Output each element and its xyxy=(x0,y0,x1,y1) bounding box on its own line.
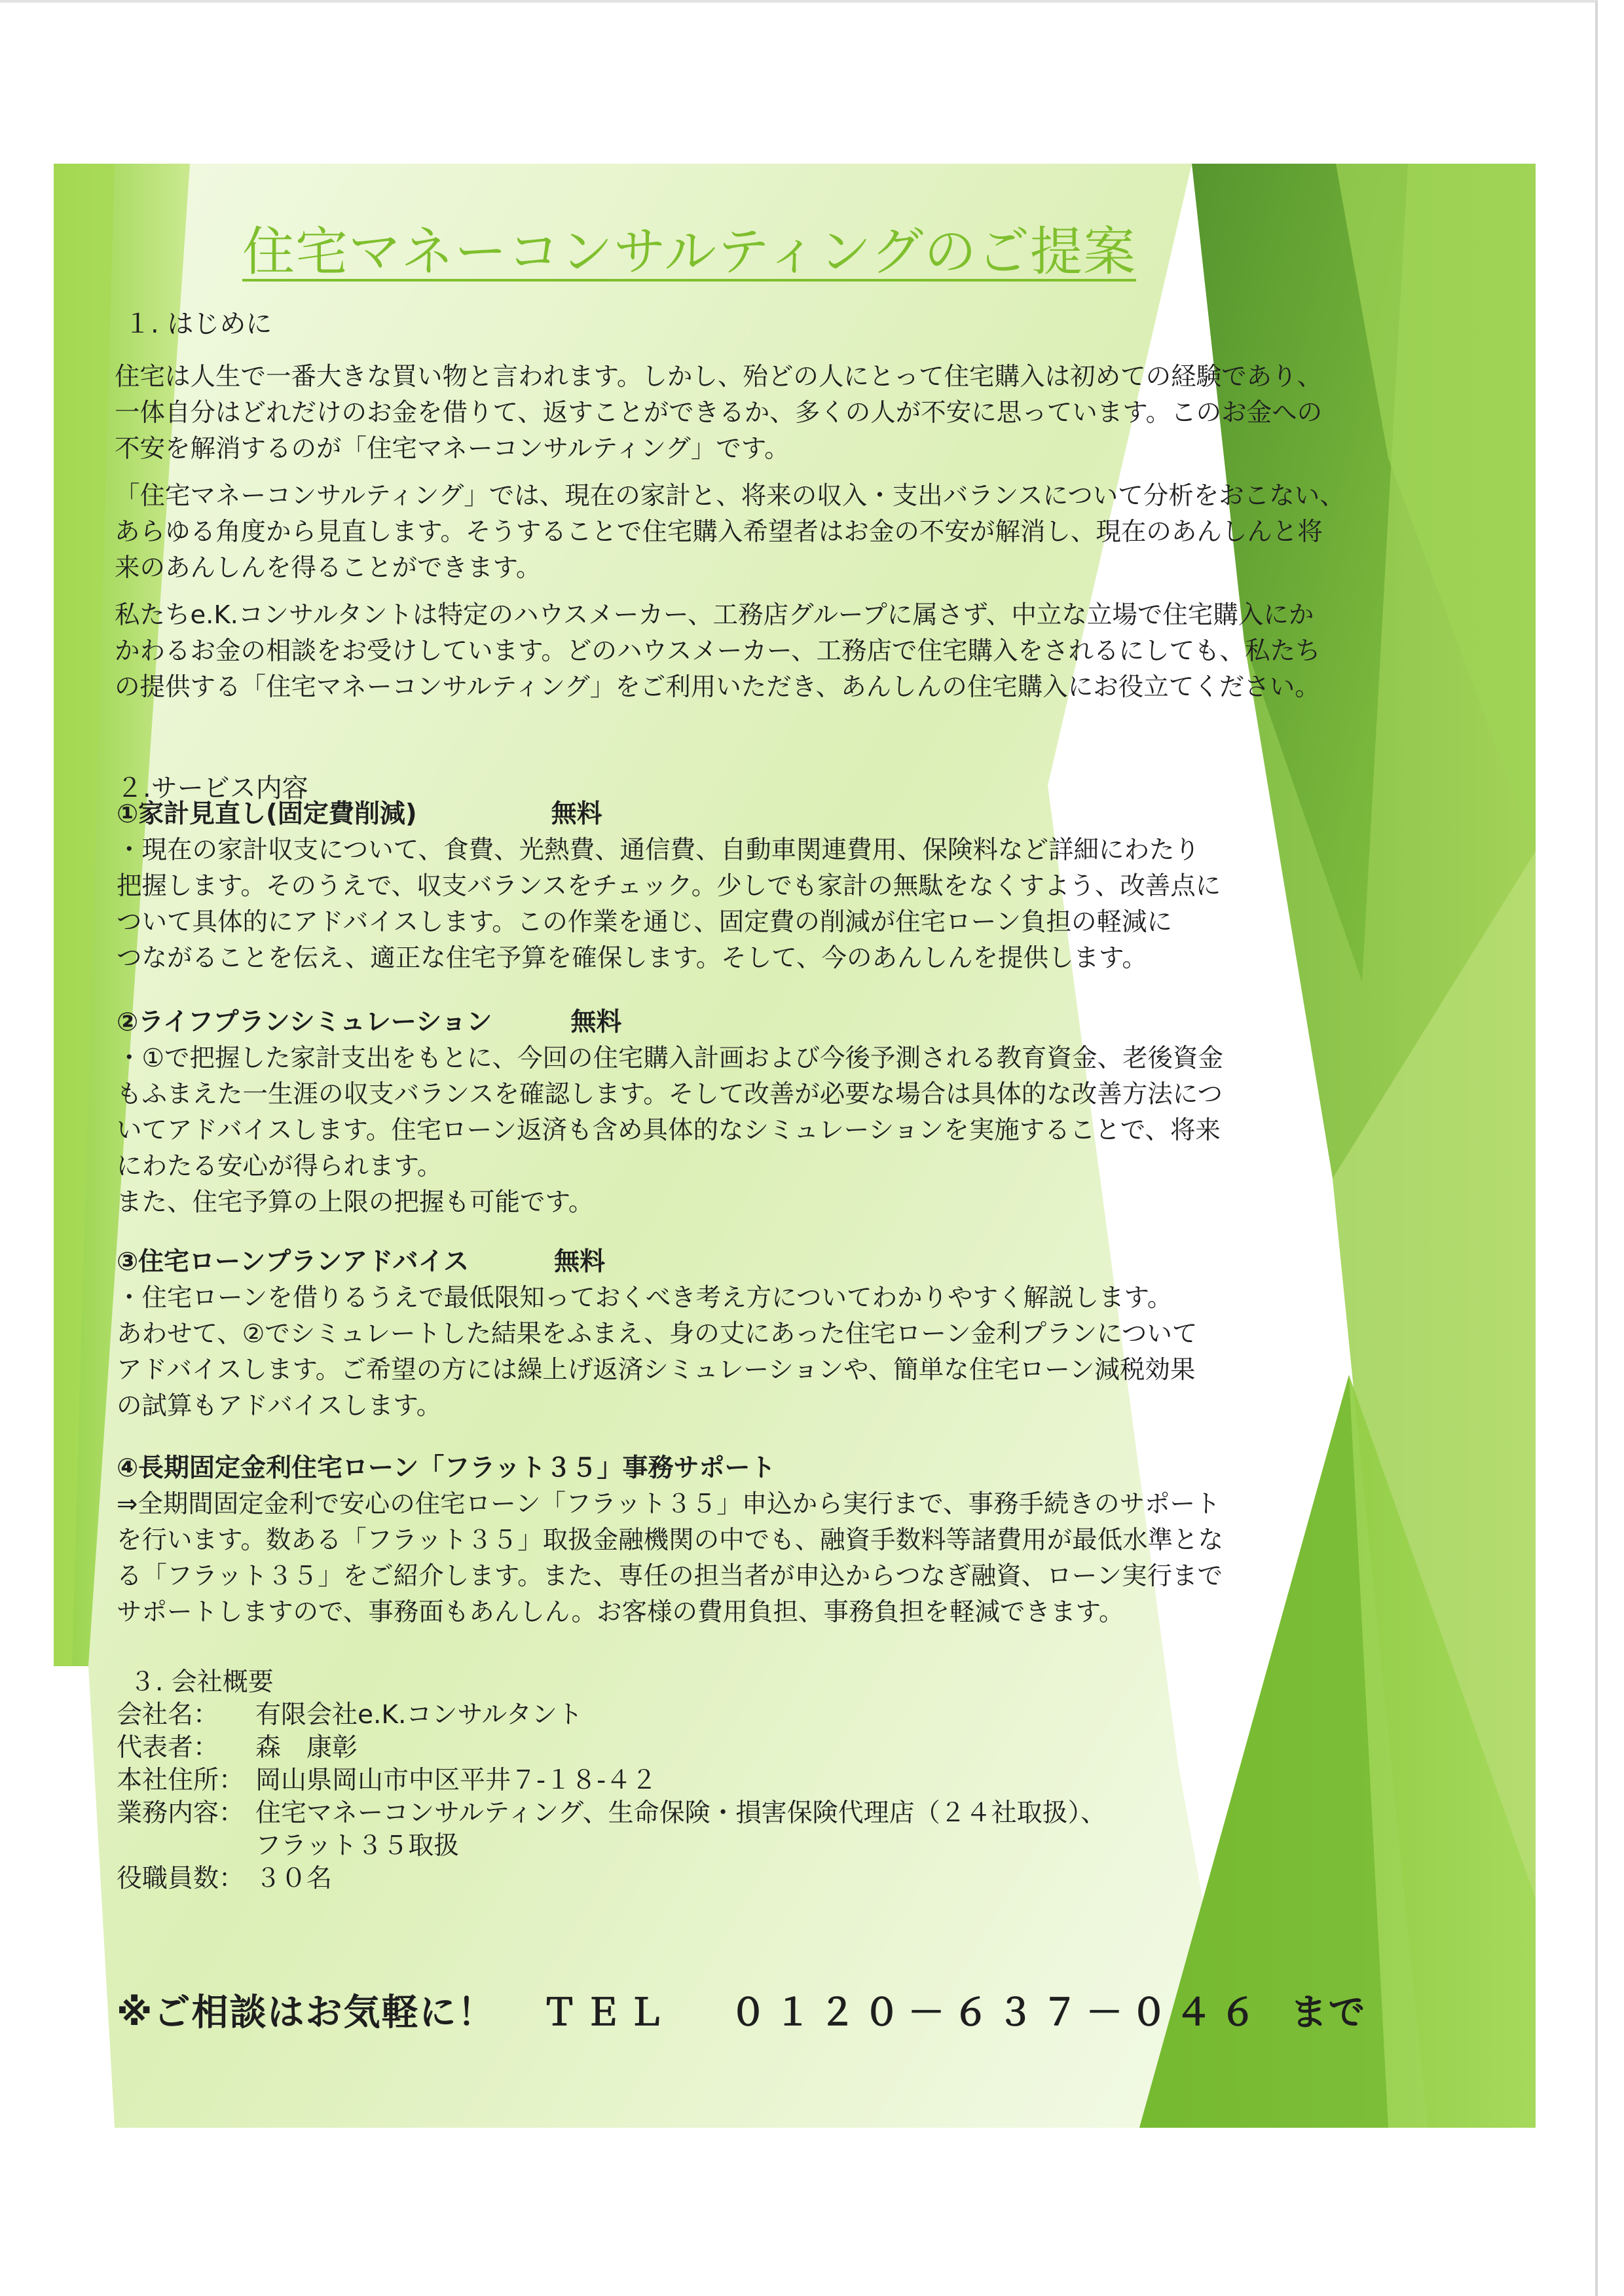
service-item-1: ①家計見直し(固定費削減) 無料 ・現在の家計収支について、食費、光熱費、通信費、自動車関連費用、保険料など詳細にわたり 把握します。そのうえで、収支バランスをチェック。少しでも家計の無駄をなくすよう、改善点に ついて具体的にアドバイスします。この作業を通じ、固定費の削減が住宅ローン負担の軽減に つながることを伝え、適正な住宅予算を確保します。そして、今のあんしんを提供します。 xyxy=(117,796,1433,976)
page-title: 住宅マネーコンサルティングのご提案 xyxy=(242,221,1136,282)
service-title: ④長期固定金利住宅ローン「フラット３５」事務サポート xyxy=(117,1453,776,1483)
company-overview xyxy=(117,1666,1106,1895)
company-row-name: 会社名： 有限会社e.K.コンサルタント xyxy=(117,1700,583,1730)
price-badge: 無料 xyxy=(551,799,602,829)
service-title: ①家計見直し(固定費削減) 無料 xyxy=(117,796,1433,832)
price-badge: 無料 xyxy=(554,1247,606,1277)
contact-lead: ※ご相談はお気軽に！ xyxy=(117,1992,496,2034)
contact-callout xyxy=(117,1984,1366,2036)
service-item-4: ④長期固定金利住宅ローン「フラット３５」事務サポート ⇒全期間固定金利で安心の住宅ローン「フラット３５」申込から実行まで、事務手続きのサポート を行います。数ある「フラット３５」取扱金融機関の中でも、融資手数料等諸費用が最低水準とな る「フラット３５」をご紹介します。また、専任の担当者が申込からつなぎ融資、ローン実行まで サポートしますので、事務面もあんしん。お客様の費用負担、事務負担を軽減できます。 xyxy=(117,1450,1433,1630)
section-heading-intro: １. はじめに xyxy=(124,309,272,339)
intro-paragraph-2: 「住宅マネーコンサルティング」では、現在の家計と、将来の収入・支出バランスについて分析をおこない、 あらゆる角度から見直します。そうすることで住宅購入希望者はお金の不安が解消し、現在のあんしんと将 来のあんしんを得ることができます。 xyxy=(115,481,1345,583)
phone-number[interactable]: ０１２０－６３７－０４６ xyxy=(729,1992,1264,2034)
company-row-business-cont: フラット３５取扱 xyxy=(255,1831,460,1861)
company-row-representative: 代表者： 森 康彰 xyxy=(117,1733,358,1762)
section-heading-company: ３. 会社概要 xyxy=(130,1667,274,1697)
service-item-2: ②ライフプランシミュレーション 無料 ・①で把握した家計支出をもとに、今回の住宅購入計画および今後予測される教育資金、老後資金 もふまえた一生涯の収支バランスを確認します。そして改善が必要な場合は具体的な改善方法につ いてアドバイスします。住宅ローン返済も含め具体的なシミュレーションを実施することで、将来 にわたる安心が得られます。 また、住宅予算の上限の把握も可能です。 xyxy=(117,1004,1433,1220)
tel-label: ＴＥＬ xyxy=(541,1992,671,2034)
price-badge: 無料 xyxy=(570,1008,622,1037)
contact-suffix: まで xyxy=(1290,1992,1367,2034)
company-row-staff: 役職員数： ３０名 xyxy=(117,1864,333,1893)
service-title: ②ライフプランシミュレーション 無料 xyxy=(117,1004,1433,1040)
company-row-address: 本社住所： 岡山県岡山市中区平井７-１８-４２ xyxy=(117,1766,657,1795)
service-title: ③住宅ローンプランアドバイス 無料 xyxy=(117,1244,1433,1280)
service-item-3: ③住宅ローンプランアドバイス 無料 ・住宅ローンを借りるうえで最低限知っておくべき考え方についてわかりやすく解説します。 あわせて、②でシミュレートした結果をふまえ、身の丈にあった住宅ローン金利プランについて アドバイスします。ご希望の方には繰上げ返済シミュレーションや、簡単な住宅ローン減税効果 の試算もアドバイスします。 xyxy=(117,1244,1433,1424)
company-row-business: 業務内容： 住宅マネーコンサルティング、生命保険・損害保険代理店（２４社取扱）、 xyxy=(117,1798,1107,1828)
intro-paragraph-3: 私たちe.K.コンサルタントは特定のハウスメーカー、工務店グループに属さず、中立な立場で住宅購入にか かわるお金の相談をお受けしています。どのハウスメーカー、工務店で住宅購入をされるにしても、私たち の提供する「住宅マネーコンサルティング」をご利用いただき、あんしんの住宅購入にお役立てください。 xyxy=(115,600,1321,702)
section-heading-services: ２.サービス内容 xyxy=(117,773,308,803)
intro-paragraph-1: 住宅は人生で一番大きな買い物と言われます。しかし、殆どの人にとって住宅購入は初めての経験であり、 一体自分はどれだけのお金を借りて、返すことができるか、多くの人が不安に思っています。このお金への 不安を解消するのが「住宅マネーコンサルティング」です。 xyxy=(115,362,1323,464)
